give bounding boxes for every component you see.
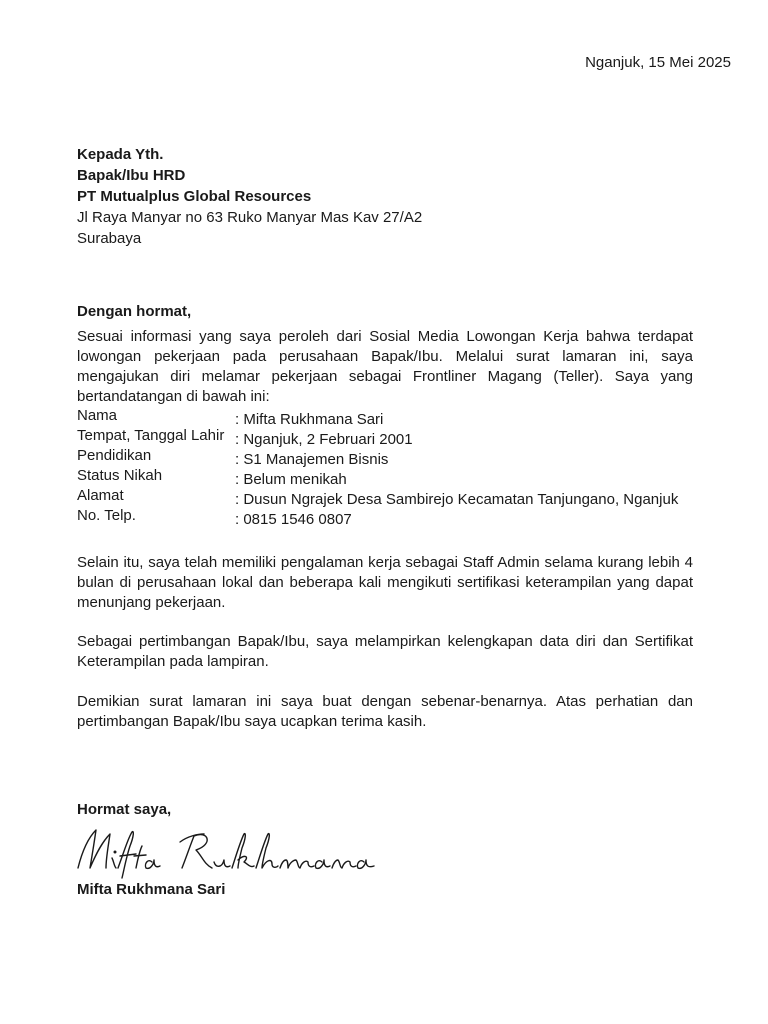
- detail-label: Tempat, Tanggal Lahir: [77, 427, 225, 444]
- applicant-details: [77, 408, 717, 528]
- detail-row-birth: [77, 428, 717, 448]
- detail-value: : Mifta Rukhmana Sari: [235, 411, 384, 428]
- detail-value: : Nganjuk, 2 Februari 2001: [235, 431, 413, 448]
- handwritten-signature: [72, 822, 382, 882]
- detail-label: No. Telp.: [77, 507, 136, 524]
- detail-label: Pendidikan: [77, 447, 152, 464]
- detail-value: : S1 Manajemen Bisnis: [235, 451, 389, 468]
- detail-row-address: [77, 488, 717, 508]
- detail-row-phone: [77, 508, 717, 528]
- recipient-city: Surabaya: [77, 230, 142, 247]
- signer-name: Mifta Rukhmana Sari: [77, 881, 226, 898]
- experience-paragraph: Selain itu, saya telah memiliki pengalaman kerja sebagai Staff Admin selama kurang lebih 4 bulan di perusahaan lokal dan beberapa kali mengikuti sertifikasi keterampilan yang dapat menunjang pekerjaan.: [77, 554, 693, 611]
- recipient-salutation: Kepada Yth.: [77, 146, 164, 163]
- recipient-block: [77, 144, 422, 249]
- detail-row-marital: [77, 468, 717, 488]
- detail-label: Alamat: [77, 487, 124, 504]
- closing-paragraph: Demikian surat lamaran ini saya buat dengan sebenar-benarnya. Atas perhatian dan pertimbangan Bapak/Ibu saya ucapkan terima kasih.: [77, 693, 693, 730]
- closing-salutation: Hormat saya,: [77, 801, 172, 818]
- detail-row-name: [77, 408, 717, 428]
- detail-value: : 0815 1546 0807: [235, 511, 352, 528]
- recipient-attention: Bapak/Ibu HRD: [77, 167, 186, 184]
- intro-paragraph: Sesuai informasi yang saya peroleh dari Sosial Media Lowongan Kerja bahwa terdapat lowongan pekerjaan pada perusahaan Bapak/Ibu. Melalui surat lamaran ini, saya mengajukan diri melamar pekerjaan sebagai Frontliner Magang (Teller). Saya yang bertandatangan di bawah ini:: [77, 328, 693, 405]
- detail-label: Status Nikah: [77, 467, 163, 484]
- attachment-paragraph: Sebagai pertimbangan Bapak/Ibu, saya melampirkan kelengkapan data diri dan Sertifikat Keterampilan pada lampiran.: [77, 633, 693, 670]
- detail-value: : Dusun Ngrajek Desa Sambirejo Kecamatan Tanjungano, Nganjuk: [235, 491, 679, 508]
- detail-label: Nama: [77, 407, 118, 424]
- detail-value: : Belum menikah: [235, 471, 347, 488]
- detail-row-education: [77, 448, 717, 468]
- recipient-company: PT Mutualplus Global Resources: [77, 188, 312, 205]
- letter-date: Nganjuk, 15 Mei 2025: [585, 54, 731, 71]
- greeting: Dengan hormat,: [77, 303, 192, 320]
- recipient-address: Jl Raya Manyar no 63 Ruko Manyar Mas Kav 27/A2: [77, 209, 423, 226]
